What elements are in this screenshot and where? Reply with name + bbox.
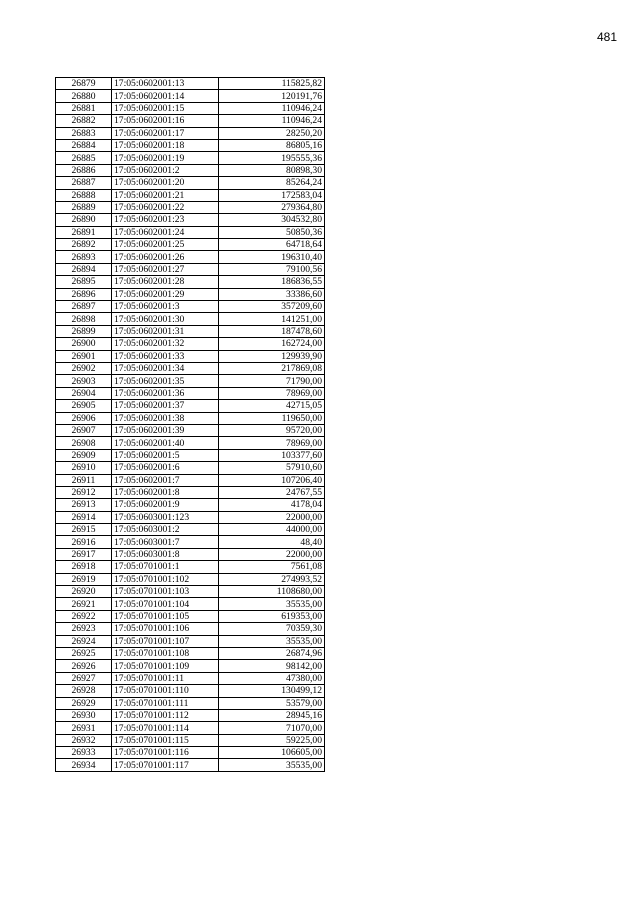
table-row xyxy=(56,239,325,251)
table-row xyxy=(56,499,325,511)
value-cell: 42715,05 xyxy=(219,400,325,412)
row-number-cell: 26889 xyxy=(56,201,112,213)
value-cell: 22000,00 xyxy=(219,511,325,523)
table-row xyxy=(56,722,325,734)
row-number-cell: 26913 xyxy=(56,499,112,511)
table-row xyxy=(56,350,325,362)
table-row xyxy=(56,424,325,436)
value-cell: 357209,60 xyxy=(219,301,325,313)
row-number-cell: 26919 xyxy=(56,573,112,585)
row-number-cell: 26893 xyxy=(56,251,112,263)
row-number-cell: 26930 xyxy=(56,709,112,721)
row-number-cell: 26900 xyxy=(56,338,112,350)
cadastral-number-cell: 17:05:0701001:105 xyxy=(112,610,219,622)
row-number-cell: 26905 xyxy=(56,400,112,412)
table-row xyxy=(56,102,325,114)
row-number-cell: 26882 xyxy=(56,115,112,127)
row-number-cell: 26915 xyxy=(56,524,112,536)
value-cell: 119650,00 xyxy=(219,412,325,424)
cadastral-number-cell: 17:05:0602001:29 xyxy=(112,288,219,300)
table-row xyxy=(56,449,325,461)
row-number-cell: 26880 xyxy=(56,90,112,102)
table-row xyxy=(56,697,325,709)
table-row xyxy=(56,139,325,151)
table-row xyxy=(56,276,325,288)
table-row xyxy=(56,338,325,350)
table-row xyxy=(56,387,325,399)
cadastral-number-cell: 17:05:0602001:33 xyxy=(112,350,219,362)
row-number-cell: 26881 xyxy=(56,102,112,114)
value-cell: 217869,08 xyxy=(219,362,325,374)
value-cell: 33386,60 xyxy=(219,288,325,300)
data-table xyxy=(55,77,325,772)
value-cell: 48,40 xyxy=(219,536,325,548)
value-cell: 35535,00 xyxy=(219,598,325,610)
cadastral-number-cell: 17:05:0701001:11 xyxy=(112,672,219,684)
table-row xyxy=(56,251,325,263)
row-number-cell: 26933 xyxy=(56,747,112,759)
cadastral-number-cell: 17:05:0602001:14 xyxy=(112,90,219,102)
cadastral-number-cell: 17:05:0602001:2 xyxy=(112,164,219,176)
table-row xyxy=(56,561,325,573)
row-number-cell: 26902 xyxy=(56,362,112,374)
row-number-cell: 26894 xyxy=(56,263,112,275)
table-row xyxy=(56,635,325,647)
row-number-cell: 26895 xyxy=(56,276,112,288)
cadastral-number-cell: 17:05:0602001:22 xyxy=(112,201,219,213)
table-row xyxy=(56,759,325,771)
row-number-cell: 26904 xyxy=(56,387,112,399)
value-cell: 78969,00 xyxy=(219,437,325,449)
cadastral-number-cell: 17:05:0602001:28 xyxy=(112,276,219,288)
table-row xyxy=(56,375,325,387)
row-number-cell: 26934 xyxy=(56,759,112,771)
cadastral-number-cell: 17:05:0602001:34 xyxy=(112,362,219,374)
row-number-cell: 26896 xyxy=(56,288,112,300)
table-row xyxy=(56,301,325,313)
cadastral-number-cell: 17:05:0701001:107 xyxy=(112,635,219,647)
row-number-cell: 26921 xyxy=(56,598,112,610)
table-row xyxy=(56,288,325,300)
table-row xyxy=(56,412,325,424)
row-number-cell: 26897 xyxy=(56,301,112,313)
value-cell: 85264,24 xyxy=(219,177,325,189)
cadastral-number-cell: 17:05:0602001:35 xyxy=(112,375,219,387)
table-row xyxy=(56,201,325,213)
value-cell: 78969,00 xyxy=(219,387,325,399)
table-row xyxy=(56,313,325,325)
row-number-cell: 26884 xyxy=(56,139,112,151)
value-cell: 130499,12 xyxy=(219,685,325,697)
cadastral-number-cell: 17:05:0602001:13 xyxy=(112,78,219,90)
row-number-cell: 26899 xyxy=(56,325,112,337)
table-row xyxy=(56,598,325,610)
value-cell: 50850,36 xyxy=(219,226,325,238)
cadastral-number-cell: 17:05:0701001:109 xyxy=(112,660,219,672)
row-number-cell: 26923 xyxy=(56,623,112,635)
row-number-cell: 26927 xyxy=(56,672,112,684)
table-row xyxy=(56,548,325,560)
value-cell: 53579,00 xyxy=(219,697,325,709)
table-row xyxy=(56,325,325,337)
cadastral-number-cell: 17:05:0602001:6 xyxy=(112,462,219,474)
value-cell: 35535,00 xyxy=(219,635,325,647)
cadastral-number-cell: 17:05:0701001:112 xyxy=(112,709,219,721)
row-number-cell: 26929 xyxy=(56,697,112,709)
cadastral-number-cell: 17:05:0602001:25 xyxy=(112,239,219,251)
row-number-cell: 26911 xyxy=(56,474,112,486)
table-row xyxy=(56,115,325,127)
value-cell: 71790,00 xyxy=(219,375,325,387)
value-cell: 110946,24 xyxy=(219,115,325,127)
cadastral-number-cell: 17:05:0602001:37 xyxy=(112,400,219,412)
cadastral-number-cell: 17:05:0603001:8 xyxy=(112,548,219,560)
table-row xyxy=(56,400,325,412)
row-number-cell: 26903 xyxy=(56,375,112,387)
row-number-cell: 26912 xyxy=(56,486,112,498)
value-cell: 4178,04 xyxy=(219,499,325,511)
value-cell: 80898,30 xyxy=(219,164,325,176)
row-number-cell: 26926 xyxy=(56,660,112,672)
cadastral-number-cell: 17:05:0602001:38 xyxy=(112,412,219,424)
row-number-cell: 26898 xyxy=(56,313,112,325)
cadastral-number-cell: 17:05:0701001:114 xyxy=(112,722,219,734)
value-cell: 98142,00 xyxy=(219,660,325,672)
cadastral-number-cell: 17:05:0602001:31 xyxy=(112,325,219,337)
value-cell: 162724,00 xyxy=(219,338,325,350)
cadastral-number-cell: 17:05:0701001:102 xyxy=(112,573,219,585)
value-cell: 115825,82 xyxy=(219,78,325,90)
table-row xyxy=(56,486,325,498)
row-number-cell: 26920 xyxy=(56,586,112,598)
row-number-cell: 26901 xyxy=(56,350,112,362)
cadastral-number-cell: 17:05:0602001:9 xyxy=(112,499,219,511)
row-number-cell: 26906 xyxy=(56,412,112,424)
cadastral-number-cell: 17:05:0602001:26 xyxy=(112,251,219,263)
row-number-cell: 26917 xyxy=(56,548,112,560)
cadastral-number-cell: 17:05:0701001:104 xyxy=(112,598,219,610)
table-row xyxy=(56,437,325,449)
value-cell: 70359,30 xyxy=(219,623,325,635)
cadastral-number-cell: 17:05:0602001:39 xyxy=(112,424,219,436)
value-cell: 24767,55 xyxy=(219,486,325,498)
row-number-cell: 26885 xyxy=(56,152,112,164)
row-number-cell: 26908 xyxy=(56,437,112,449)
cadastral-number-cell: 17:05:0701001:116 xyxy=(112,747,219,759)
table-row xyxy=(56,734,325,746)
value-cell: 129939,90 xyxy=(219,350,325,362)
cadastral-number-cell: 17:05:0602001:18 xyxy=(112,139,219,151)
table-body xyxy=(56,78,325,772)
row-number-cell: 26892 xyxy=(56,239,112,251)
cadastral-number-cell: 17:05:0701001:117 xyxy=(112,759,219,771)
cadastral-number-cell: 17:05:0602001:16 xyxy=(112,115,219,127)
row-number-cell: 26890 xyxy=(56,214,112,226)
value-cell: 1108680,00 xyxy=(219,586,325,598)
cadastral-number-cell: 17:05:0602001:20 xyxy=(112,177,219,189)
row-number-cell: 26925 xyxy=(56,647,112,659)
table-row xyxy=(56,524,325,536)
cadastral-number-cell: 17:05:0603001:7 xyxy=(112,536,219,548)
value-cell: 59225,00 xyxy=(219,734,325,746)
value-cell: 7561,08 xyxy=(219,561,325,573)
value-cell: 110946,24 xyxy=(219,102,325,114)
table-row xyxy=(56,474,325,486)
table-row xyxy=(56,78,325,90)
row-number-cell: 26932 xyxy=(56,734,112,746)
cadastral-number-cell: 17:05:0701001:108 xyxy=(112,647,219,659)
row-number-cell: 26907 xyxy=(56,424,112,436)
cadastral-number-cell: 17:05:0602001:15 xyxy=(112,102,219,114)
value-cell: 64718,64 xyxy=(219,239,325,251)
row-number-cell: 26918 xyxy=(56,561,112,573)
table-row xyxy=(56,127,325,139)
cadastral-number-cell: 17:05:0701001:110 xyxy=(112,685,219,697)
cadastral-number-cell: 17:05:0701001:115 xyxy=(112,734,219,746)
table-row xyxy=(56,164,325,176)
value-cell: 35535,00 xyxy=(219,759,325,771)
value-cell: 107206,40 xyxy=(219,474,325,486)
value-cell: 195555,36 xyxy=(219,152,325,164)
value-cell: 22000,00 xyxy=(219,548,325,560)
cadastral-number-cell: 17:05:0701001:103 xyxy=(112,586,219,598)
value-cell: 186836,55 xyxy=(219,276,325,288)
table-row xyxy=(56,263,325,275)
value-cell: 44000,00 xyxy=(219,524,325,536)
table-row xyxy=(56,709,325,721)
value-cell: 279364,80 xyxy=(219,201,325,213)
value-cell: 28945,16 xyxy=(219,709,325,721)
table-row xyxy=(56,462,325,474)
row-number-cell: 26888 xyxy=(56,189,112,201)
table-row xyxy=(56,511,325,523)
row-number-cell: 26879 xyxy=(56,78,112,90)
cadastral-number-cell: 17:05:0602001:21 xyxy=(112,189,219,201)
table-row xyxy=(56,647,325,659)
table-row xyxy=(56,573,325,585)
table-row xyxy=(56,610,325,622)
cadastral-number-cell: 17:05:0602001:23 xyxy=(112,214,219,226)
table-row xyxy=(56,672,325,684)
row-number-cell: 26891 xyxy=(56,226,112,238)
table-row xyxy=(56,90,325,102)
cadastral-number-cell: 17:05:0602001:17 xyxy=(112,127,219,139)
table-row xyxy=(56,536,325,548)
row-number-cell: 26916 xyxy=(56,536,112,548)
cadastral-number-cell: 17:05:0602001:27 xyxy=(112,263,219,275)
value-cell: 95720,00 xyxy=(219,424,325,436)
table-row xyxy=(56,214,325,226)
row-number-cell: 26931 xyxy=(56,722,112,734)
row-number-cell: 26910 xyxy=(56,462,112,474)
value-cell: 103377,60 xyxy=(219,449,325,461)
cadastral-number-cell: 17:05:0602001:8 xyxy=(112,486,219,498)
value-cell: 79100,56 xyxy=(219,263,325,275)
cadastral-number-cell: 17:05:0602001:5 xyxy=(112,449,219,461)
value-cell: 86805,16 xyxy=(219,139,325,151)
row-number-cell: 26924 xyxy=(56,635,112,647)
table-row xyxy=(56,660,325,672)
table-row xyxy=(56,623,325,635)
cadastral-number-cell: 17:05:0602001:40 xyxy=(112,437,219,449)
table-row xyxy=(56,362,325,374)
cadastral-number-cell: 17:05:0602001:24 xyxy=(112,226,219,238)
cadastral-number-cell: 17:05:0602001:36 xyxy=(112,387,219,399)
value-cell: 57910,60 xyxy=(219,462,325,474)
table-row xyxy=(56,586,325,598)
cadastral-number-cell: 17:05:0602001:32 xyxy=(112,338,219,350)
value-cell: 28250,20 xyxy=(219,127,325,139)
row-number-cell: 26922 xyxy=(56,610,112,622)
value-cell: 106605,00 xyxy=(219,747,325,759)
table-row xyxy=(56,152,325,164)
table-row xyxy=(56,177,325,189)
table-row xyxy=(56,226,325,238)
value-cell: 304532,80 xyxy=(219,214,325,226)
row-number-cell: 26887 xyxy=(56,177,112,189)
cadastral-number-cell: 17:05:0701001:1 xyxy=(112,561,219,573)
value-cell: 172583,04 xyxy=(219,189,325,201)
value-cell: 619353,00 xyxy=(219,610,325,622)
row-number-cell: 26928 xyxy=(56,685,112,697)
row-number-cell: 26909 xyxy=(56,449,112,461)
row-number-cell: 26883 xyxy=(56,127,112,139)
value-cell: 274993,52 xyxy=(219,573,325,585)
cadastral-number-cell: 17:05:0603001:123 xyxy=(112,511,219,523)
value-cell: 71070,00 xyxy=(219,722,325,734)
cadastral-number-cell: 17:05:0602001:3 xyxy=(112,301,219,313)
value-cell: 141251,00 xyxy=(219,313,325,325)
cadastral-number-cell: 17:05:0701001:106 xyxy=(112,623,219,635)
value-cell: 196310,40 xyxy=(219,251,325,263)
cadastral-number-cell: 17:05:0602001:7 xyxy=(112,474,219,486)
row-number-cell: 26914 xyxy=(56,511,112,523)
table-row xyxy=(56,685,325,697)
table-row xyxy=(56,747,325,759)
value-cell: 47380,00 xyxy=(219,672,325,684)
value-cell: 187478,60 xyxy=(219,325,325,337)
value-cell: 120191,76 xyxy=(219,90,325,102)
cadastral-number-cell: 17:05:0603001:2 xyxy=(112,524,219,536)
cadastral-number-cell: 17:05:0602001:19 xyxy=(112,152,219,164)
cadastral-number-cell: 17:05:0701001:111 xyxy=(112,697,219,709)
table-row xyxy=(56,189,325,201)
page-number: 481 xyxy=(596,30,617,44)
row-number-cell: 26886 xyxy=(56,164,112,176)
value-cell: 26874,96 xyxy=(219,647,325,659)
cadastral-number-cell: 17:05:0602001:30 xyxy=(112,313,219,325)
